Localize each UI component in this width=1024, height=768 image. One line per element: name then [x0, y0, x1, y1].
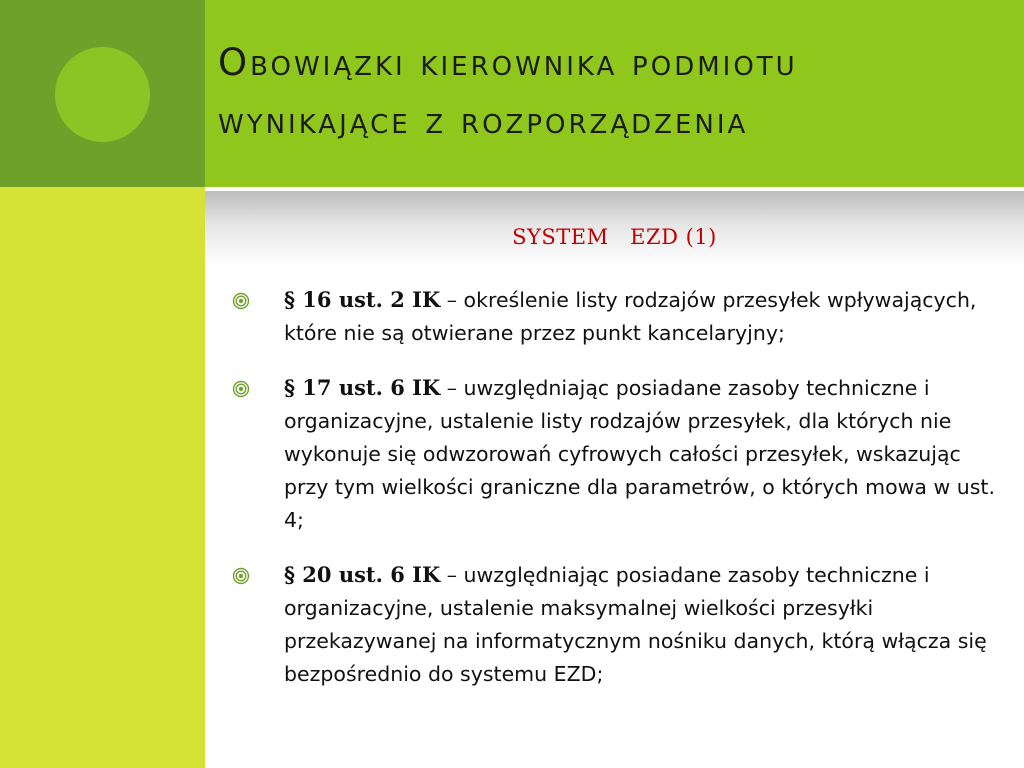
- dash-separator: –: [440, 563, 464, 587]
- dash-separator: –: [440, 376, 464, 400]
- legal-reference: § 17 ust. 6 IK: [284, 375, 441, 400]
- concentric-circle-bullet-icon: [232, 292, 250, 310]
- slide-title-line-2: wynikające z rozporządzenia: [218, 99, 749, 142]
- slide-title-line-1: Obowiązki kierownika podmiotu: [218, 41, 798, 84]
- legal-reference: § 20 ust. 6 IK: [284, 562, 441, 587]
- bullet-text: określenie listy rodzajów przesyłek wpływających, które nie są otwierane przez punkt kancelaryjny;: [284, 288, 977, 345]
- slide-title: [218, 34, 1008, 150]
- legal-reference: § 16 ust. 2 IK: [284, 287, 441, 312]
- bullet-text: uwzględniając posiadane zasoby techniczne i organizacyjne, ustalenie listy rodzajów przesyłek, dla których nie wykonuje się odwzorowań cyfrowych całości przesyłek, wskazując przy tym wielkości graniczne dla parametrów, o których mowa w ust. 4;: [284, 376, 995, 532]
- concentric-circle-bullet-icon: [232, 380, 250, 398]
- slide-subtitle: SYSTEM EZD (1): [512, 225, 717, 249]
- concentric-circle-bullet-icon: [232, 567, 250, 585]
- bullet-list: [232, 283, 1002, 712]
- bullet-item: [232, 283, 1002, 350]
- bullet-text: uwzględniając posiadane zasoby techniczne i organizacyjne, ustalenie maksymalnej wielkości przesyłki przekazywanej na informatycznym nośniku danych, którą włącza się bezpośrednio do systemu EZD;: [284, 563, 987, 686]
- bullet-item: [232, 558, 1002, 691]
- bullet-item: [232, 371, 1002, 537]
- left-decorative-panel-bottom: [0, 187, 205, 768]
- dash-separator: –: [440, 288, 464, 312]
- decorative-circle: [55, 47, 150, 142]
